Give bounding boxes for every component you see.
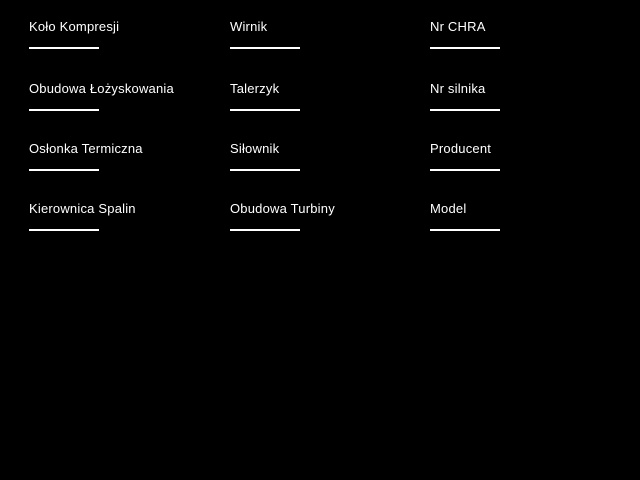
obudowa-lozyskowania-input[interactable] — [29, 96, 99, 111]
oslonka-termiczna-input[interactable] — [29, 156, 99, 171]
field-label: Nr silnika — [430, 81, 486, 96]
field-kierownica-spalin — [29, 201, 230, 261]
field-label: Koło Kompresji — [29, 19, 120, 34]
field-label: Wirnik — [230, 19, 268, 34]
field-talerzyk — [230, 81, 430, 141]
field-label: Obudowa Łożyskowania — [29, 81, 174, 96]
field-label: Kierownica Spalin — [29, 201, 136, 216]
field-obudowa-turbiny — [230, 201, 430, 261]
field-label: Osłonka Termiczna — [29, 141, 143, 156]
parts-form — [29, 19, 611, 261]
kolo-kompresji-input[interactable] — [29, 34, 99, 49]
kierownica-spalin-input[interactable] — [29, 216, 99, 231]
field-label: Model — [430, 201, 467, 216]
talerzyk-input[interactable] — [230, 96, 300, 111]
obudowa-turbiny-input[interactable] — [230, 216, 300, 231]
wirnik-input[interactable] — [230, 34, 300, 49]
field-oslonka-termiczna — [29, 141, 230, 201]
field-nr-silnika — [430, 81, 611, 141]
nr-silnika-input[interactable] — [430, 96, 500, 111]
silownik-input[interactable] — [230, 156, 300, 171]
field-silownik — [230, 141, 430, 201]
model-input[interactable] — [430, 216, 500, 231]
field-label: Talerzyk — [230, 81, 280, 96]
producent-input[interactable] — [430, 156, 500, 171]
field-producent — [430, 141, 611, 201]
field-kolo-kompresji — [29, 19, 230, 81]
field-model — [430, 201, 611, 261]
field-wirnik — [230, 19, 430, 81]
field-label: Obudowa Turbiny — [230, 201, 335, 216]
field-obudowa-lozyskowania — [29, 81, 230, 141]
field-label: Siłownik — [230, 141, 280, 156]
field-nr-chra — [430, 19, 611, 81]
field-label: Nr CHRA — [430, 19, 486, 34]
nr-chra-input[interactable] — [430, 34, 500, 49]
field-label: Producent — [430, 141, 492, 156]
